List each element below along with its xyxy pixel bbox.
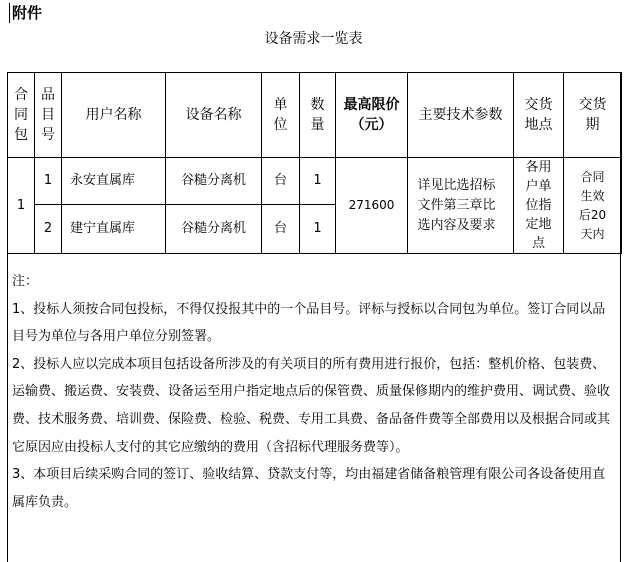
user-name-cell: 永安直属库: [62, 158, 166, 205]
item-no-cell: 2: [35, 204, 62, 253]
header-delivery-time: 交货期: [564, 73, 622, 158]
note-item: 2、投标人应以完成本项目包括设备所涉及的有关项目的所有费用进行报价，包括：整机价格、包装费、运输费、搬运费、安装费、设备运至用户指定地点后的保管费、质量保修期内的维护费用、调试费、验收费、技术服务费、培训费、保险费、检验、税费、专用工具费、备品备件费等全部费用以及根据合同或其它原因应由投标人支付的其它应缴纳的费用（含招标代理服务费等）。: [12, 356, 611, 455]
header-delivery-place: 交货地点: [514, 73, 564, 158]
item-no-cell: 1: [35, 158, 62, 205]
delivery-time-cell: 合同生效后20天内: [564, 158, 622, 254]
header-device-name: 设备名称: [166, 73, 262, 158]
attachment-heading: 附件: [9, 3, 42, 23]
unit-cell: 台: [262, 204, 300, 253]
note-item: 1、投标人须按合同包投标，不得仅投报其中的一个品目号。评标与授标以合同包为单位。签订合同以品目号为单位与各用户单位分别签署。: [12, 301, 606, 345]
header-tech-params: 主要技术参数: [408, 73, 514, 158]
notes-section: [12, 268, 618, 516]
notes-label: 注：: [12, 274, 39, 289]
header-contract-pkg: 合同包: [8, 73, 35, 158]
user-name-cell: 建宁直属库: [62, 204, 166, 253]
note-item: 3、本项目后续采购合同的签订、验收结算、贷款支付等，均由福建省储备粮管理有限公司各设备使用直属库负责。: [12, 467, 606, 510]
header-item-no: 品目号: [35, 73, 62, 158]
tech-params-cell: 详见比选招标文件第三章比选内容及要求: [408, 158, 514, 254]
header-user-name: 用户名称: [62, 73, 166, 158]
table-row: [8, 158, 622, 205]
delivery-place-cell: 各用户单位指定地点: [514, 158, 564, 254]
unit-cell: 台: [262, 158, 300, 205]
header-quantity: 数量: [300, 73, 336, 158]
quantity-cell: 1: [300, 158, 336, 205]
max-price-cell: 271600: [336, 158, 408, 254]
header-max-price: 最高限价（元）: [336, 73, 408, 158]
equipment-table: [7, 72, 622, 254]
contract-pkg-cell: 1: [8, 158, 35, 254]
table-header-row: [8, 73, 622, 158]
page-title: 设备需求一览表: [264, 31, 363, 47]
header-unit: 单位: [262, 73, 300, 158]
device-name-cell: 谷糙分离机: [166, 204, 262, 253]
device-name-cell: 谷糙分离机: [166, 158, 262, 205]
quantity-cell: 1: [300, 204, 336, 253]
